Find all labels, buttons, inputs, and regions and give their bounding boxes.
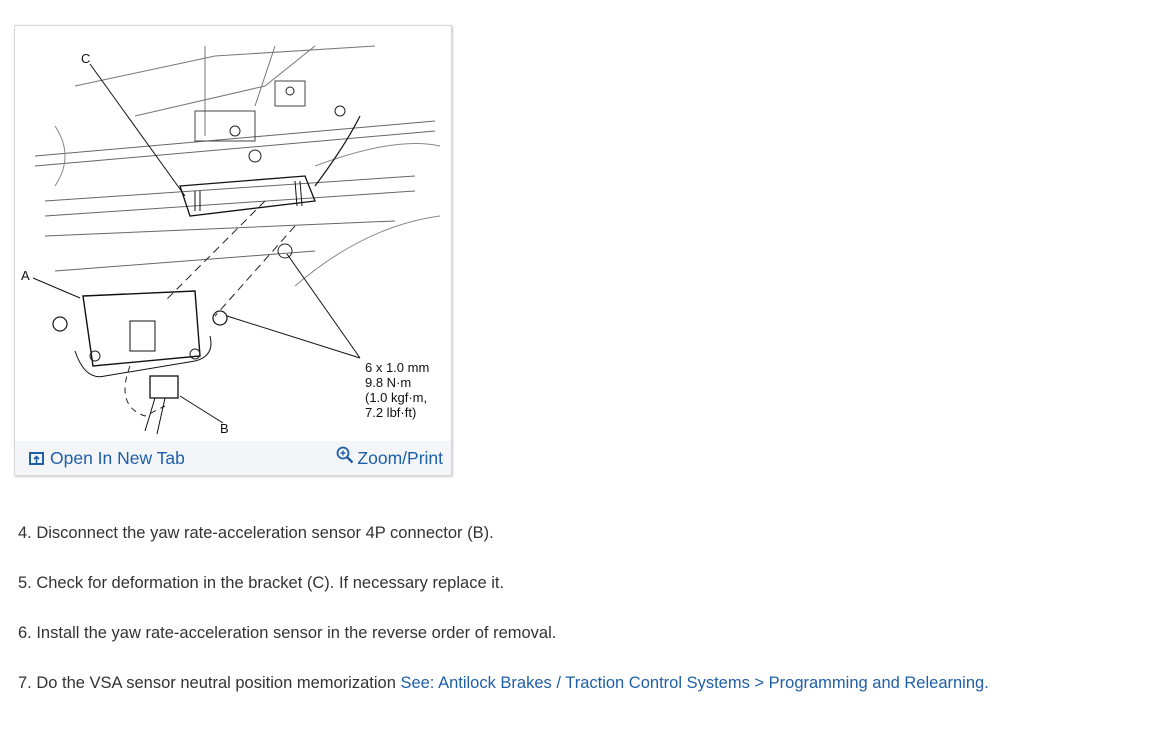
diagram-figure xyxy=(14,25,452,476)
label-a: A xyxy=(21,268,30,283)
torque-spec-line: 6 x 1.0 mm xyxy=(365,360,430,375)
label-c: C xyxy=(81,51,91,66)
torque-spec-line: 7.2 lbf·ft) xyxy=(365,405,417,420)
torque-spec-line: 9.8 N·m xyxy=(365,375,412,390)
step-7 xyxy=(18,674,989,693)
step-4: 4. Disconnect the yaw rate-acceleration sensor 4P connector (B). xyxy=(18,524,494,542)
procedure-steps xyxy=(18,524,989,724)
figure-footer xyxy=(15,441,451,475)
zoom-in-icon xyxy=(336,446,354,464)
step-6: 6. Install the yaw rate-acceleration sensor in the reverse order of removal. xyxy=(18,624,557,642)
open-new-tab-label: Open In New Tab xyxy=(50,447,185,468)
step-5: 5. Check for deformation in the bracket (C). If necessary replace it. xyxy=(18,574,505,592)
step-7-text: 7. Do the VSA sensor neutral position memorization xyxy=(18,674,401,692)
programming-relearning-link[interactable]: See: Antilock Brakes / Traction Control Systems > Programming and Relearning xyxy=(400,674,985,692)
zoom-print-label: Zoom/Print xyxy=(357,447,443,468)
open-new-tab-link[interactable] xyxy=(29,448,185,469)
zoom-print-link[interactable] xyxy=(336,448,443,469)
label-b: B xyxy=(220,421,229,436)
torque-spec-line: (1.0 kgf·m, xyxy=(365,390,428,405)
sensor-diagram-image xyxy=(15,26,451,440)
open-new-tab-icon xyxy=(29,452,44,465)
torque-spec xyxy=(365,360,429,420)
link-suffix: . xyxy=(984,674,989,692)
